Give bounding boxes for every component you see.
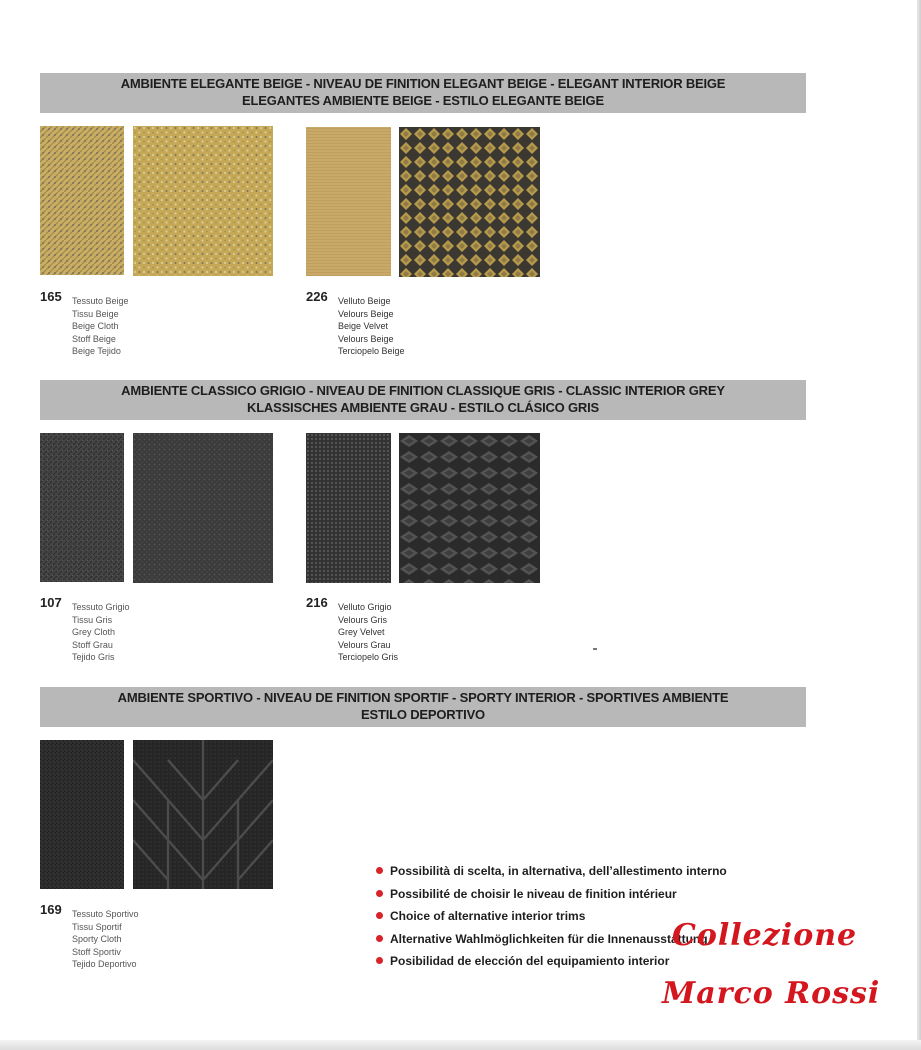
- fabric-name: Tissu Beige: [72, 308, 119, 319]
- fabric-name: Grey Cloth: [72, 627, 116, 638]
- section-title-beige: [40, 73, 806, 113]
- bullet-dot-icon: [376, 867, 383, 874]
- bullet-dot-icon: [376, 935, 383, 942]
- section-title-line: AMBIENTE CLASSICO GRIGIO - NIVEAU DE FINITION CLASSIQUE GRIS - CLASSIC INTERIOR GREY: [121, 383, 725, 398]
- swatch-165-cloth: [40, 126, 124, 275]
- swatch-107-cloth: [40, 433, 124, 582]
- swatch-169-cloth: [40, 740, 124, 889]
- section-title-line: ELEGANTES AMBIENTE BEIGE - ESTILO ELEGANTE BEIGE: [242, 93, 604, 108]
- fabric-name: Velours Beige: [338, 308, 394, 319]
- swatch-169-detail: [133, 740, 273, 889]
- section-title-line: KLASSISCHES AMBIENTE GRAU - ESTILO CLÁSICO GRIS: [247, 400, 599, 415]
- fabric-name: Velours Gris: [338, 614, 388, 625]
- section-title-line: ESTILO DEPORTIVO: [361, 707, 485, 722]
- list-item: Possibilità di scelta, in alternativa, dell’allestimento interno: [376, 864, 806, 887]
- section-title-line: AMBIENTE SPORTIVO - NIVEAU DE FINITION SPORTIF - SPORTY INTERIOR - SPORTIVES AMBIENTE: [117, 690, 729, 705]
- list-item: Possibilité de choisir le niveau de finition intérieur: [376, 887, 806, 910]
- swatch-165-detail: [133, 126, 273, 276]
- collection-stamp-line: Collezione: [672, 918, 858, 953]
- bullet-dot-icon: [376, 957, 383, 964]
- collection-stamp-line: Marco Rossi: [662, 976, 881, 1011]
- fabric-name: Tejido Deportivo: [72, 959, 137, 970]
- fabric-code: 226: [306, 289, 328, 304]
- fabric-name: Velours Grau: [338, 639, 391, 650]
- fabric-name: Velours Beige: [338, 333, 394, 344]
- fabric-name: Tessuto Grigio: [72, 602, 130, 612]
- page-bottom-edge: [0, 1040, 921, 1050]
- fabric-code: 107: [40, 595, 62, 610]
- list-item: Posibilidad de elección del equipamiento interior: [376, 954, 806, 977]
- bullet-dot-icon: [376, 912, 383, 919]
- fabric-name: Tessuto Beige: [72, 296, 129, 306]
- fabric-name: Sporty Cloth: [72, 934, 122, 945]
- fabric-name: Velluto Beige: [338, 296, 391, 306]
- scan-speck: [593, 648, 597, 650]
- fabric-name: Beige Velvet: [338, 321, 389, 332]
- fabric-name: Velluto Grigio: [338, 602, 392, 612]
- fabric-name: Tissu Gris: [72, 614, 113, 625]
- section-title-grey: [40, 380, 806, 420]
- page-edge: [917, 0, 921, 1050]
- fabric-name: Beige Cloth: [72, 321, 119, 332]
- fabric-name: Stoff Beige: [72, 333, 116, 344]
- swatch-107-detail: [133, 433, 273, 583]
- fabric-name: Terciopelo Beige: [338, 346, 405, 357]
- swatch-226-detail: [399, 127, 540, 277]
- fabric-name: Tissu Sportif: [72, 921, 122, 932]
- fabric-code: 216: [306, 595, 328, 610]
- fabric-name: Stoff Sportiv: [72, 946, 121, 957]
- fabric-code: 169: [40, 902, 62, 917]
- swatch-226-velvet: [306, 127, 391, 276]
- list-item: Choice of alternative interior trims: [376, 909, 806, 932]
- swatch-216-velvet: [306, 433, 391, 583]
- bullet-dot-icon: [376, 890, 383, 897]
- fabric-name: Tessuto Sportivo: [72, 909, 139, 919]
- fabric-name: Terciopelo Gris: [338, 652, 399, 663]
- fabric-name: Grey Velvet: [338, 627, 385, 638]
- fabric-name: Stoff Grau: [72, 639, 113, 650]
- section-title-sporty: [40, 687, 806, 727]
- fabric-code: 165: [40, 289, 62, 304]
- list-item: Alternative Wahlmöglichkeiten für die Innenausstattung: [376, 932, 806, 955]
- fabric-name: Tejido Gris: [72, 652, 115, 663]
- fabric-name: Beige Tejido: [72, 346, 121, 357]
- section-title-line: AMBIENTE ELEGANTE BEIGE - NIVEAU DE FINITION ELEGANT BEIGE - ELEGANT INTERIOR BEIGE: [120, 76, 726, 91]
- swatch-216-detail: [399, 433, 540, 583]
